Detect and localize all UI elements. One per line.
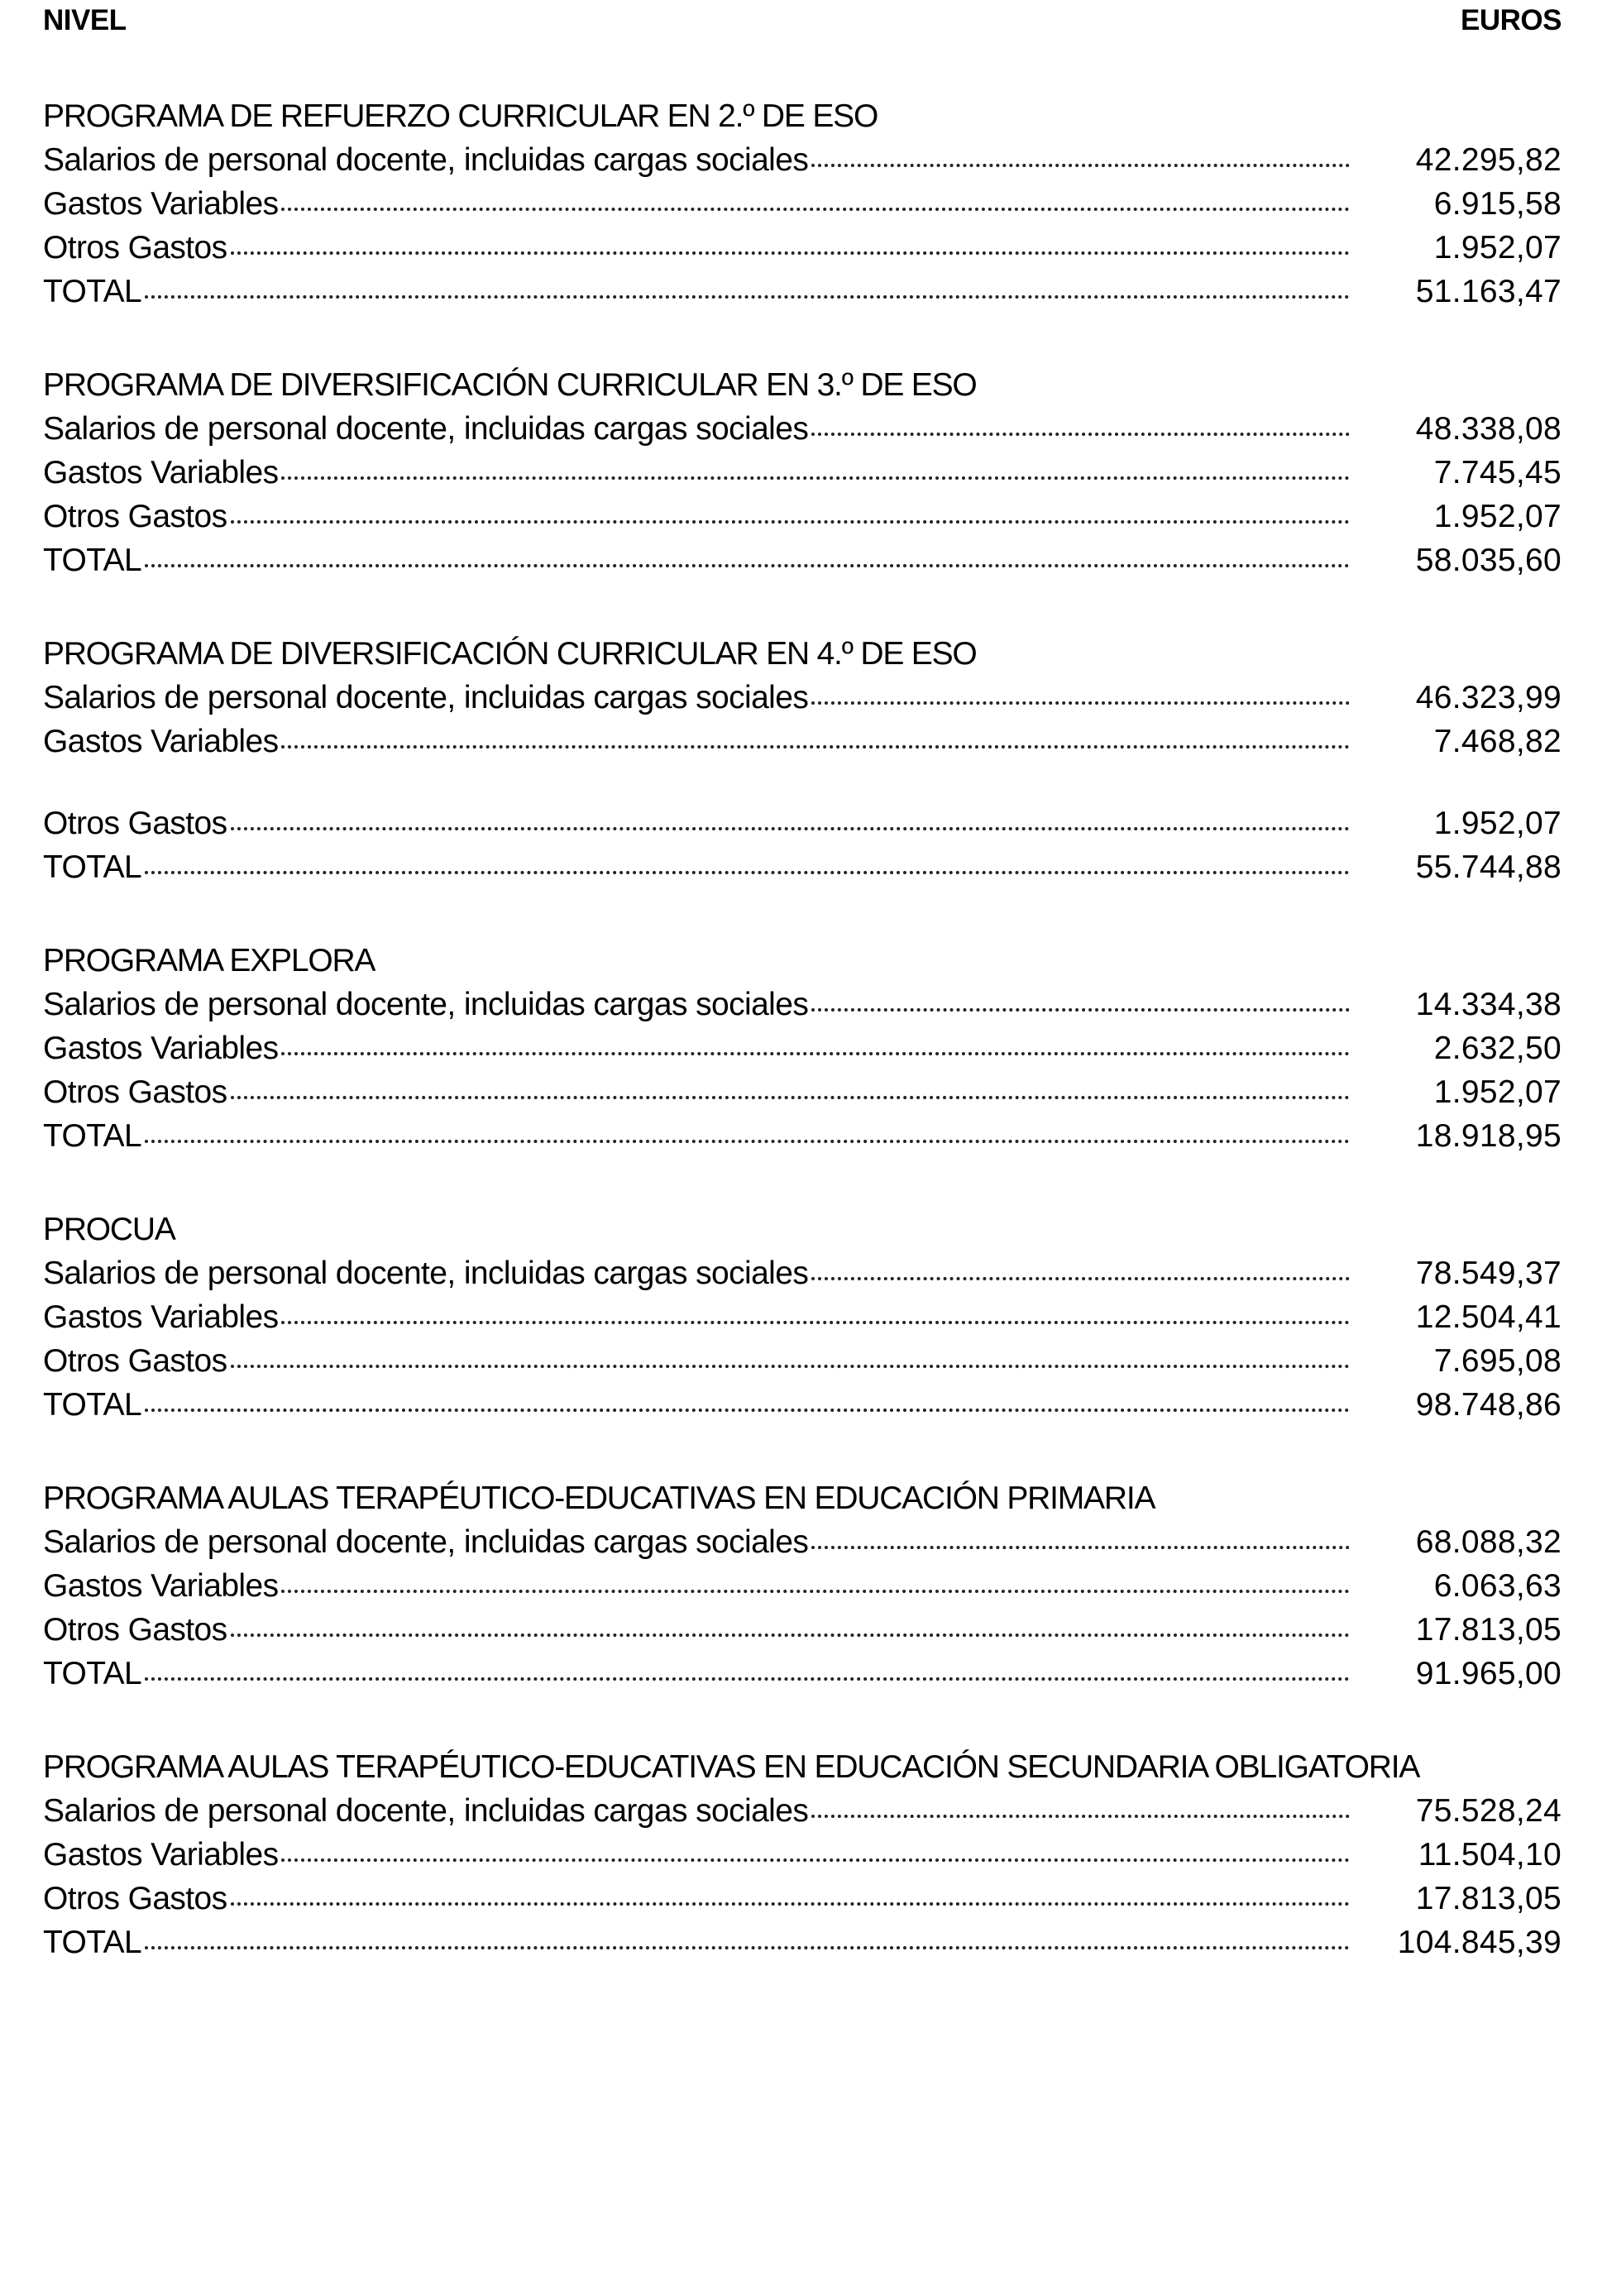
dot-leader xyxy=(231,1902,1350,1906)
row-label: Gastos Variables xyxy=(43,1837,279,1873)
column-header-euros: EUROS xyxy=(1461,4,1562,36)
row-label: Otros Gastos xyxy=(43,230,227,265)
row-label: TOTAL xyxy=(43,1656,142,1691)
row-amount: 75.528,24 xyxy=(1415,1793,1562,1829)
table-row xyxy=(43,1564,1562,1608)
row-amount: 46.323,99 xyxy=(1415,680,1562,715)
dot-leader xyxy=(281,745,1350,749)
row-label: TOTAL xyxy=(43,849,142,885)
column-header xyxy=(43,0,1562,41)
row-amount: 18.918,95 xyxy=(1415,1118,1562,1154)
table-row xyxy=(43,1652,1562,1696)
table-row xyxy=(43,495,1562,538)
row-amount: 6.063,63 xyxy=(1433,1568,1562,1604)
row-amount: 104.845,39 xyxy=(1397,1925,1562,1960)
dot-leader xyxy=(231,1634,1350,1637)
dot-leader xyxy=(281,1858,1350,1862)
row-label: Gastos Variables xyxy=(43,1031,279,1066)
row-amount: 7.745,45 xyxy=(1433,455,1562,490)
row-amount: 51.163,47 xyxy=(1415,274,1562,309)
row-label: Otros Gastos xyxy=(43,806,227,841)
row-amount: 1.952,07 xyxy=(1433,1074,1562,1110)
table-row xyxy=(43,1520,1562,1564)
row-label: Otros Gastos xyxy=(43,499,227,534)
program-section xyxy=(43,939,1562,1158)
program-section xyxy=(43,632,1562,889)
table-row xyxy=(43,1295,1562,1339)
dot-leader xyxy=(811,1546,1350,1549)
table-row xyxy=(43,270,1562,313)
program-title: PROGRAMA DE REFUERZO CURRICULAR EN 2.º DE ESO xyxy=(43,98,878,134)
row-label: Salarios de personal docente, incluidas cargas sociales xyxy=(43,1256,809,1291)
table-row xyxy=(43,538,1562,582)
dot-leader xyxy=(811,701,1350,705)
row-amount: 14.334,38 xyxy=(1415,987,1562,1022)
row-amount: 91.965,00 xyxy=(1415,1656,1562,1691)
row-amount: 1.952,07 xyxy=(1433,806,1562,841)
table-row xyxy=(43,801,1562,845)
row-label: Salarios de personal docente, incluidas cargas sociales xyxy=(43,411,809,447)
table-row xyxy=(43,226,1562,270)
program-title: PROGRAMA AULAS TERAPÉUTICO-EDUCATIVAS EN EDUCACIÓN SECUNDARIA OBLIGATORIA xyxy=(43,1749,1420,1785)
row-amount: 68.088,32 xyxy=(1415,1524,1562,1560)
dot-leader xyxy=(281,208,1350,211)
dot-leader xyxy=(811,1008,1350,1012)
row-label: Gastos Variables xyxy=(43,455,279,490)
table-row xyxy=(43,1877,1562,1921)
row-amount: 58.035,60 xyxy=(1415,543,1562,578)
dot-leader xyxy=(145,1140,1350,1143)
row-label: Salarios de personal docente, incluidas cargas sociales xyxy=(43,680,809,715)
row-amount: 98.748,86 xyxy=(1415,1387,1562,1423)
table-row xyxy=(43,1608,1562,1652)
dot-leader xyxy=(811,1277,1350,1280)
dot-leader xyxy=(145,295,1350,299)
table-row xyxy=(43,1833,1562,1877)
row-amount: 2.632,50 xyxy=(1433,1031,1562,1066)
dot-leader xyxy=(281,1052,1350,1055)
column-header-nivel: NIVEL xyxy=(43,4,127,36)
row-label: Gastos Variables xyxy=(43,1299,279,1335)
row-label: Otros Gastos xyxy=(43,1881,227,1916)
dot-leader xyxy=(145,1677,1350,1681)
dot-leader xyxy=(145,1946,1350,1949)
row-label: Salarios de personal docente, incluidas cargas sociales xyxy=(43,142,809,178)
program-title: PROGRAMA EXPLORA xyxy=(43,943,375,978)
row-label: Salarios de personal docente, incluidas cargas sociales xyxy=(43,1793,809,1829)
table-row xyxy=(43,983,1562,1026)
table-row xyxy=(43,720,1562,763)
dot-leader xyxy=(145,871,1350,874)
row-amount: 11.504,10 xyxy=(1418,1837,1562,1873)
row-amount: 48.338,08 xyxy=(1415,411,1562,447)
row-label: TOTAL xyxy=(43,1387,142,1423)
dot-leader xyxy=(145,1409,1350,1412)
budget-document xyxy=(43,0,1562,1964)
dot-leader xyxy=(231,251,1350,255)
table-row xyxy=(43,845,1562,889)
row-amount: 6.915,58 xyxy=(1433,186,1562,222)
table-row xyxy=(43,676,1562,720)
row-label: Otros Gastos xyxy=(43,1612,227,1648)
dot-leader xyxy=(231,827,1350,830)
row-amount: 7.695,08 xyxy=(1433,1343,1562,1379)
row-label: TOTAL xyxy=(43,1925,142,1960)
table-row xyxy=(43,138,1562,182)
row-amount: 17.813,05 xyxy=(1415,1612,1562,1648)
row-amount: 1.952,07 xyxy=(1433,230,1562,265)
table-row xyxy=(43,451,1562,495)
dot-leader xyxy=(231,1365,1350,1368)
row-label: TOTAL xyxy=(43,274,142,309)
program-section xyxy=(43,94,1562,313)
row-label: Salarios de personal docente, incluidas cargas sociales xyxy=(43,987,809,1022)
table-row xyxy=(43,1789,1562,1833)
row-label: TOTAL xyxy=(43,543,142,578)
program-title: PROGRAMA DE DIVERSIFICACIÓN CURRICULAR EN 4.º DE ESO xyxy=(43,636,977,672)
dot-leader xyxy=(231,1096,1350,1099)
row-label: Gastos Variables xyxy=(43,186,279,222)
table-row xyxy=(43,407,1562,451)
row-label: Otros Gastos xyxy=(43,1074,227,1110)
row-label: Salarios de personal docente, incluidas cargas sociales xyxy=(43,1524,809,1560)
dot-leader xyxy=(811,1815,1350,1818)
row-amount: 55.744,88 xyxy=(1415,849,1562,885)
table-row xyxy=(43,1070,1562,1114)
table-row xyxy=(43,1339,1562,1383)
row-label: Gastos Variables xyxy=(43,1568,279,1604)
dot-leader xyxy=(281,1321,1350,1324)
table-row xyxy=(43,1251,1562,1295)
program-title: PROGRAMA DE DIVERSIFICACIÓN CURRICULAR EN 3.º DE ESO xyxy=(43,367,977,403)
dot-leader xyxy=(231,520,1350,524)
row-amount: 42.295,82 xyxy=(1415,142,1562,178)
dot-leader xyxy=(145,564,1350,567)
row-amount: 7.468,82 xyxy=(1433,724,1562,759)
program-sections xyxy=(43,94,1562,1964)
program-title: PROCUA xyxy=(43,1212,175,1247)
program-section xyxy=(43,363,1562,582)
program-section xyxy=(43,1476,1562,1696)
table-row xyxy=(43,1921,1562,1964)
row-amount: 1.952,07 xyxy=(1433,499,1562,534)
row-amount: 78.549,37 xyxy=(1415,1256,1562,1291)
table-row xyxy=(43,182,1562,226)
program-section xyxy=(43,1745,1562,1964)
row-amount: 17.813,05 xyxy=(1415,1881,1562,1916)
table-row xyxy=(43,1026,1562,1070)
program-section xyxy=(43,1208,1562,1427)
row-label: Otros Gastos xyxy=(43,1343,227,1379)
row-label: Gastos Variables xyxy=(43,724,279,759)
table-row xyxy=(43,1114,1562,1158)
row-amount: 12.504,41 xyxy=(1415,1299,1562,1335)
program-title: PROGRAMA AULAS TERAPÉUTICO-EDUCATIVAS EN EDUCACIÓN PRIMARIA xyxy=(43,1480,1155,1516)
dot-leader xyxy=(811,164,1350,167)
row-label: TOTAL xyxy=(43,1118,142,1154)
table-row xyxy=(43,1383,1562,1427)
dot-leader xyxy=(811,433,1350,436)
dot-leader xyxy=(281,476,1350,480)
dot-leader xyxy=(281,1590,1350,1593)
